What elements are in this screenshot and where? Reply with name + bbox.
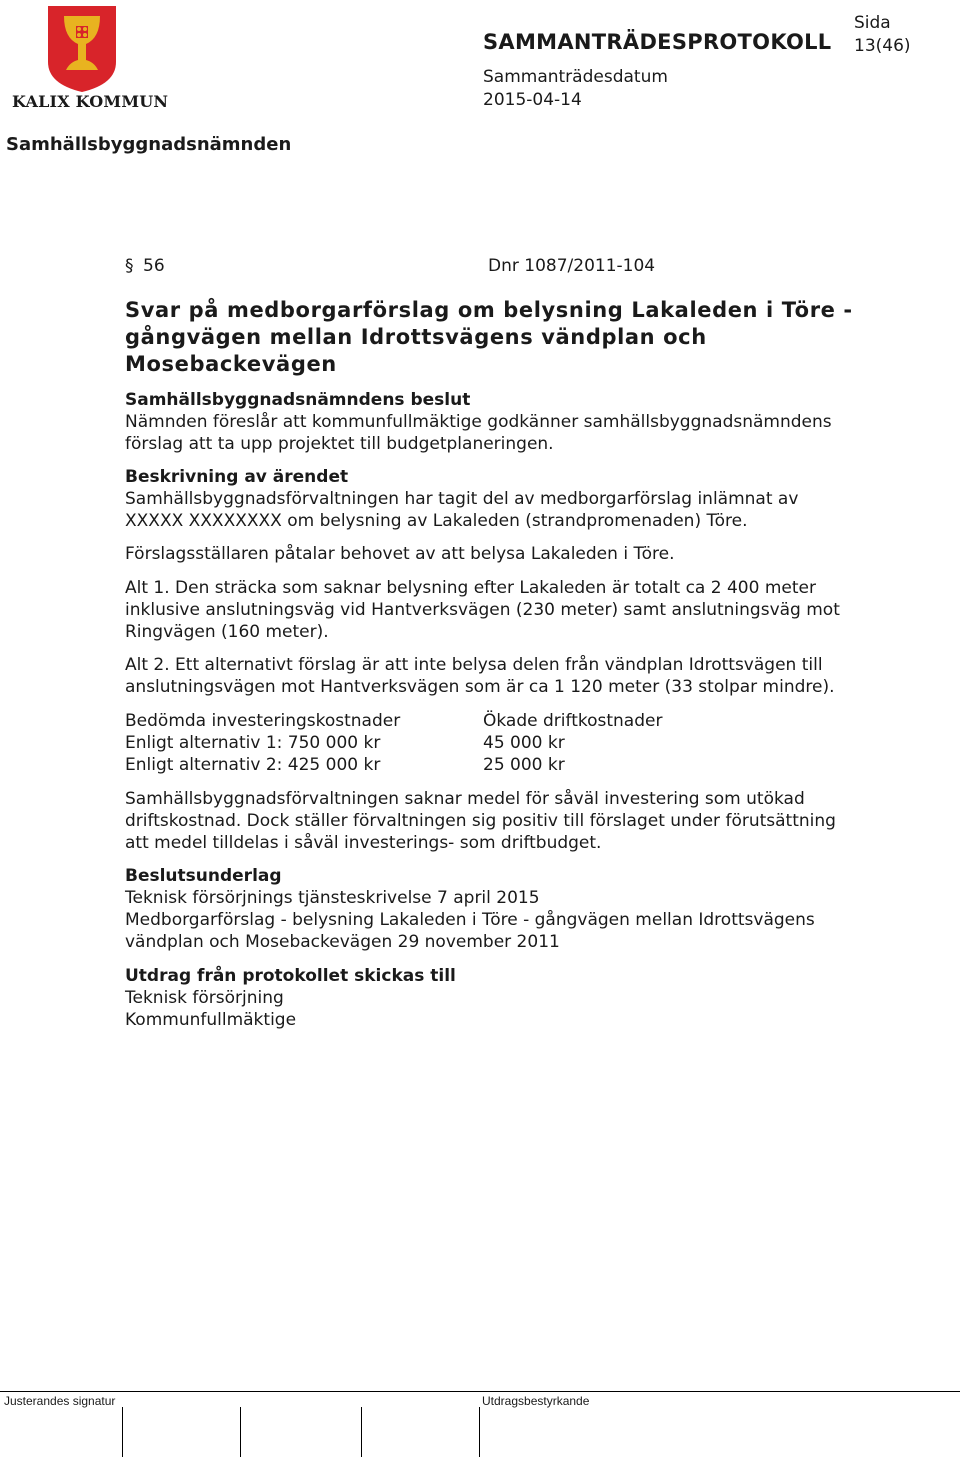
decision-line: Nämnden föreslår att kommunfullmäktige godkänner samhällsbyggnadsnämndens (125, 412, 832, 432)
operating-cost-header: Ökade driftkostnader (483, 711, 663, 731)
crest-icon (10, 4, 160, 94)
distribution-heading: Utdrag från protokollet skickas till (125, 966, 456, 986)
funding-line: att medel tilldelas i såväl investerings- som driftbudget. (125, 833, 602, 853)
alt1-line: inklusive anslutningsväg vid Hantverksvägen (230 meter) samt anslutningsväg mot (125, 600, 840, 620)
case-title (125, 297, 853, 378)
description-section (125, 466, 798, 532)
description-line: Samhällsbyggnadsförvaltningen har tagit del av medborgarförslag inlämnat av (125, 489, 799, 509)
operating-cost-row: 45 000 kr (483, 733, 565, 753)
investment-cost-column (125, 710, 400, 776)
distribution-section (125, 965, 456, 1031)
alt2-line: Alt 2. Ett alternativt förslag är att inte belysa delen från vändplan Idrottsvägen till (125, 655, 823, 675)
operating-cost-column (483, 710, 662, 776)
meeting-date-label: Sammanträdesdatum (483, 67, 668, 87)
distribution-recipient: Teknisk försörjning (125, 988, 284, 1008)
signature-box-divider (240, 1407, 241, 1457)
description-line: XXXXX XXXXXXXX om belysning av Lakaleden (strandpromenaden) Töre. (125, 511, 748, 531)
committee-name: Samhällsbyggnadsnämnden (6, 134, 292, 155)
description-heading: Beskrivning av ärendet (125, 467, 349, 487)
paragraph-symbol: § (125, 256, 134, 276)
investment-cost-header: Bedömda investeringskostnader (125, 711, 401, 731)
signature-label: Justerandes signatur (4, 1394, 116, 1408)
alternative-1 (125, 577, 840, 643)
diary-number: Dnr 1087/2011-104 (488, 256, 656, 276)
signature-box-divider (122, 1407, 123, 1457)
paragraph-number: 56 (143, 256, 165, 276)
decision-basis-section (125, 865, 815, 953)
investment-cost-row: Enligt alternativ 1: 750 000 kr (125, 733, 381, 753)
distribution-recipient: Kommunfullmäktige (125, 1010, 297, 1030)
funding-line: driftskostnad. Dock ställer förvaltningen sig positiv till förslaget under förutsättning (125, 811, 836, 831)
proposer-paragraph: Förslagsställaren påtalar behovet av att belysa Lakaleden i Töre. (125, 544, 675, 564)
case-title-line: Mosebackevägen (125, 352, 337, 376)
operating-cost-row: 25 000 kr (483, 755, 565, 775)
signature-footer (0, 1391, 960, 1457)
meeting-date: 2015-04-14 (483, 90, 582, 110)
alt1-line: Ringvägen (160 meter). (125, 622, 329, 642)
case-title-line: gångvägen mellan Idrottsvägens vändplan och (125, 325, 707, 349)
document-type: SAMMANTRÄDESPROTOKOLL (483, 30, 832, 54)
alt1-line: Alt 1. Den sträcka som saknar belysning efter Lakaleden är totalt ca 2 400 meter (125, 578, 816, 598)
logo-text: KALIX KOMMUN (12, 92, 169, 111)
page-number: 13(46) (854, 36, 911, 56)
decision-section (125, 389, 832, 455)
decision-basis-line: vändplan och Mosebackevägen 29 november 2011 (125, 932, 560, 952)
decision-line: förslag att ta upp projektet till budgetplaneringen. (125, 434, 554, 454)
signature-box-divider (479, 1407, 480, 1457)
funding-paragraph (125, 788, 836, 854)
signature-box-divider (361, 1407, 362, 1457)
municipality-logo (10, 4, 169, 114)
case-title-line: Svar på medborgarförslag om belysning Lakaleden i Töre - (125, 298, 853, 322)
funding-line: Samhällsbyggnadsförvaltningen saknar medel för såväl investering som utökad (125, 789, 805, 809)
decision-basis-line: Medborgarförslag - belysning Lakaleden i Töre - gångvägen mellan Idrottsvägens (125, 910, 815, 930)
certified-label: Utdragsbestyrkande (482, 1394, 590, 1408)
page-label: Sida (854, 13, 891, 33)
decision-basis-line: Teknisk försörjnings tjänsteskrivelse 7 april 2015 (125, 888, 540, 908)
alternative-2 (125, 654, 835, 698)
alt2-line: anslutningsvägen mot Hantverksvägen som är ca 1 120 meter (33 stolpar mindre). (125, 677, 835, 697)
decision-basis-heading: Beslutsunderlag (125, 866, 282, 886)
decision-heading: Samhällsbyggnadsnämndens beslut (125, 390, 471, 410)
investment-cost-row: Enligt alternativ 2: 425 000 kr (125, 755, 381, 775)
